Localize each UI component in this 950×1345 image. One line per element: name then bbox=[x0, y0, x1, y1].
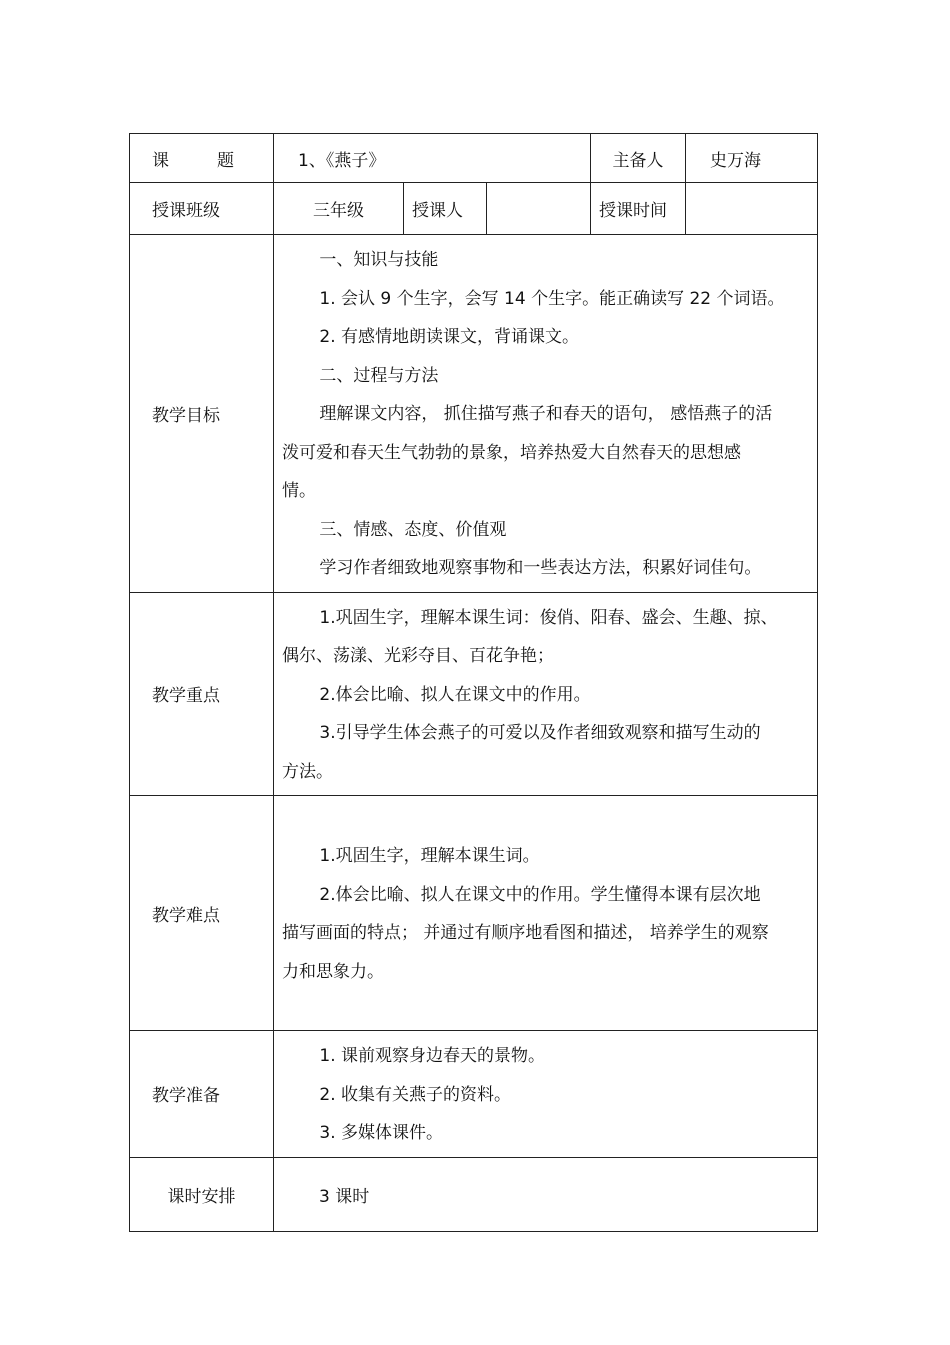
teacher-value bbox=[487, 183, 591, 235]
class-label: 授课班级 bbox=[130, 183, 274, 235]
topic-label-a: 课 bbox=[152, 150, 169, 171]
key-points-label: 教学重点 bbox=[130, 592, 274, 796]
difficulties-content bbox=[274, 796, 818, 1031]
key-points-line: 方法。 bbox=[282, 761, 333, 782]
preparation-row bbox=[130, 1031, 818, 1158]
goals-line: 学习作者细致地观察事物和一些表达方法，积累好词佳句。 bbox=[319, 558, 762, 578]
difficulties-row bbox=[130, 796, 818, 1031]
goals-line: 情。 bbox=[282, 481, 316, 501]
key-points-row bbox=[130, 592, 818, 796]
schedule-row bbox=[130, 1157, 818, 1231]
topic-label-b: 题 bbox=[217, 150, 234, 171]
difficulties-line: 2.体会比喻、拟人在课文中的作用。学生懂得本课有层次地 bbox=[319, 884, 761, 905]
goals-line: 理解课文内容， 抓住描写燕子和春天的语句， 感悟燕子的活 bbox=[319, 404, 773, 424]
lead-teacher-label: 主备人 bbox=[591, 134, 686, 183]
difficulties-line: 描写画面的特点； 并通过有顺序地看图和描述， 培养学生的观察 bbox=[282, 923, 769, 943]
goals-line: 2. 有感情地朗读课文，背诵课文。 bbox=[319, 327, 580, 347]
teacher-label: 授课人 bbox=[404, 183, 487, 235]
schedule-value: 3 课时 bbox=[274, 1157, 818, 1231]
time-value bbox=[686, 183, 818, 235]
difficulties-label: 教学难点 bbox=[130, 796, 274, 1031]
time-label: 授课时间 bbox=[591, 183, 686, 235]
preparation-content bbox=[274, 1031, 818, 1158]
class-row bbox=[130, 183, 818, 235]
goals-line: 一、知识与技能 bbox=[319, 250, 439, 270]
preparation-line: 1. 课前观察身边春天的景物。 bbox=[319, 1046, 546, 1066]
key-points-line: 2.体会比喻、拟人在课文中的作用。 bbox=[319, 684, 591, 705]
schedule-label: 课时安排 bbox=[130, 1157, 274, 1231]
goals-label: 教学目标 bbox=[130, 235, 274, 593]
key-points-line: 1.巩固生字，理解本课生词：俊俏、阳春、盛会、生趣、掠、 bbox=[319, 607, 778, 628]
class-value: 三年级 bbox=[274, 183, 404, 235]
topic-value: 1、《燕子》 bbox=[274, 134, 591, 183]
difficulties-line: 力和思象力。 bbox=[282, 961, 384, 982]
goals-line: 二、过程与方法 bbox=[319, 365, 439, 386]
difficulties-line: 1.巩固生字，理解本课生词。 bbox=[319, 846, 540, 866]
topic-row bbox=[130, 134, 818, 183]
key-points-line: 3.引导学生体会燕子的可爱以及作者细致观察和描写生动的 bbox=[319, 723, 761, 743]
goals-content bbox=[274, 235, 818, 593]
goals-line: 1. 会认 9 个生字，会写 14 个生字。能正确读写 22 个词语。 bbox=[319, 288, 785, 309]
goals-line: 三、情感、态度、价值观 bbox=[319, 519, 507, 540]
preparation-label: 教学准备 bbox=[130, 1031, 274, 1158]
key-points-content bbox=[274, 592, 818, 796]
goals-line: 泼可爱和春天生气勃勃的景象，培养热爱大自然春天的思想感 bbox=[282, 442, 741, 463]
goals-row bbox=[130, 235, 818, 593]
key-points-line: 偶尔、荡漾、光彩夺目、百花争艳； bbox=[282, 646, 554, 666]
preparation-line: 2. 收集有关燕子的资料。 bbox=[319, 1084, 512, 1105]
lesson-plan-table bbox=[129, 133, 818, 1232]
lesson-plan-sheet bbox=[129, 133, 817, 1232]
topic-label bbox=[130, 134, 274, 183]
preparation-line: 3. 多媒体课件。 bbox=[319, 1123, 444, 1143]
lead-teacher-value: 史万海 bbox=[686, 134, 818, 183]
